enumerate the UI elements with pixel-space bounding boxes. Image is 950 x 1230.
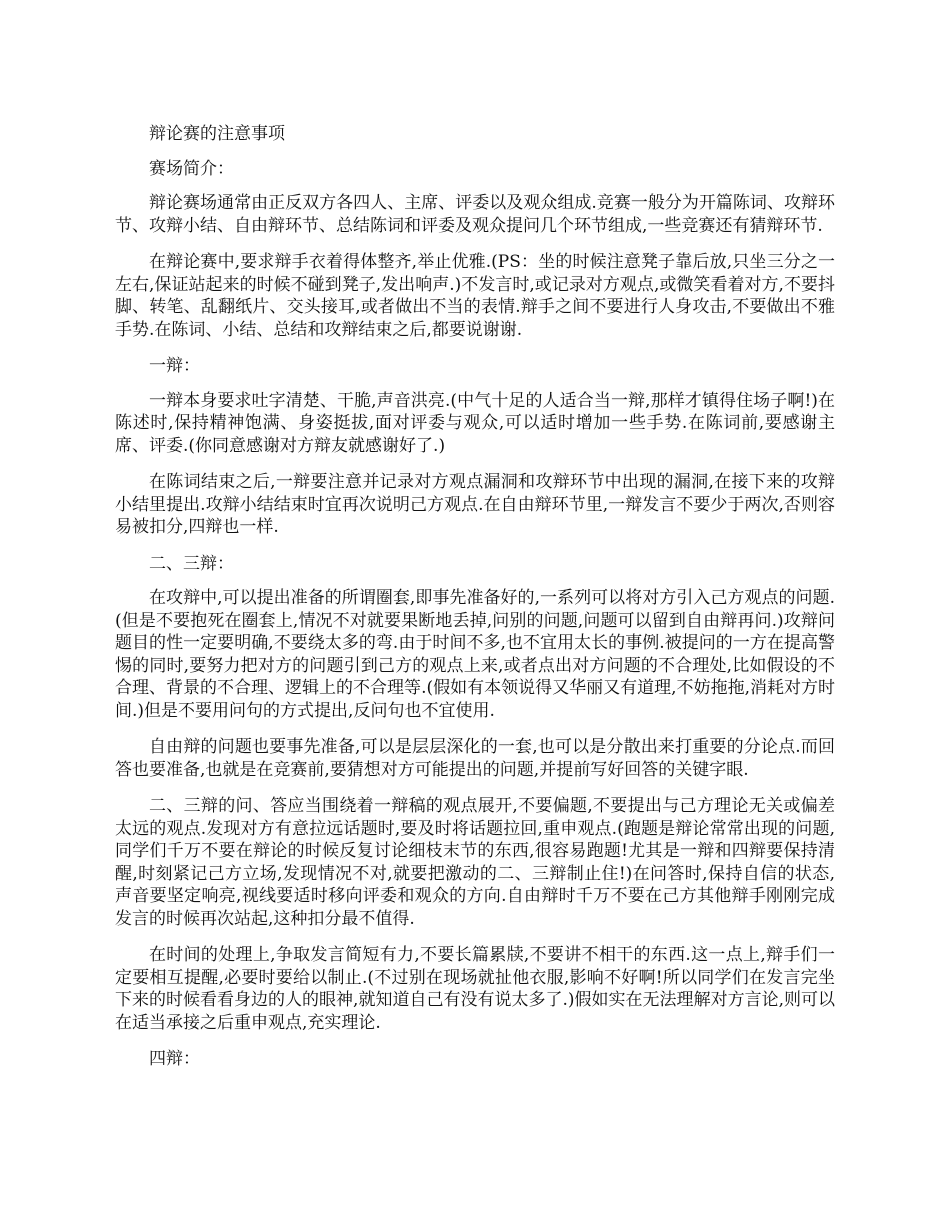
paragraph-second-third-2: 自由辩的问题也要事先准备,可以是层层深化的一套,也可以是分散出来打重要的分论点.而回答也要准备,也就是在竞赛前,要猜想对方可能提出的问题,并提前写好回答的关键字眼. [115, 737, 835, 780]
paragraph-first-speaker-2: 在陈词结束之后,一辩要注意并记录对方观点漏洞和攻辩环节中出现的漏洞,在接下来的攻辩小结里提出.攻辩小结结束时宜再次说明己方观点.在自由辩环节里,一辩发言不要少于两次,否则容易被扣分,四辩也一样. [115, 472, 835, 537]
section-heading-venue: 赛场简介： [149, 158, 234, 179]
paragraph-second-third-4: 在时间的处理上,争取发言简短有力,不要长篇累牍,不要讲不相干的东西.这一点上,辩手们一定要相互提醒,必要时要给以制止.(不过别在现场就扯他衣服,影响不好啊!所以同学们在发言完坐下来的时候看看身边的人的眼神,就知道自己有没有说太多了.)假如实在无法理解对方言论,则可以在适当承接之后重申观点,充实理论. [115, 945, 835, 1033]
paragraph-second-third-1: 在攻辩中,可以提出准备的所谓圈套,即事先准备好的,一系列可以将对方引入己方观点的问题.(但是不要抱死在圈套上,情况不对就要果断地丢掉,问别的问题,问题可以留到自由辩再问.)攻辩问题目的性一定要明确,不要绕太多的弯.由于时间不多,也不宜用太长的事例.被提问的一方在提高警惕的同时,要努力把对方的问题引到己方的观点上来,或者点出对方问题的不合理处,比如假设的不合理、背景的不合理、逻辑上的不合理等.(假如有本领说得又华丽又有道理,不妨拖拖,消耗对方时间.)但是不要用问句的方式提出,反问句也不宜使用. [115, 588, 835, 721]
section-heading-first-speaker: 一辩： [149, 356, 200, 376]
section-heading-second-third-speaker: 二、三辩： [149, 553, 234, 574]
section-heading-fourth-speaker: 四辩： [149, 1049, 200, 1069]
document-title: 辩论赛的注意事项 [149, 124, 285, 144]
paragraph-venue: 辩论赛场通常由正反双方各四人、主席、评委以及观众组成.竞赛一般分为开篇陈词、攻辩环节、攻辩小结、自由辩环节、总结陈词和评委及观众提问几个环节组成,一些竞赛还有猜辩环节. [115, 193, 835, 236]
paragraph-first-speaker-1: 一辩本身要求吐字清楚、干脆,声音洪亮.(中气十足的人适合当一辩,那样才镇得住场子啊!)在陈述时,保持精神饱满、身姿挺拔,面对评委与观众,可以适时增加一些手势.在陈词前,要感谢主席、评委.(你同意感谢对方辩友就感谢好了.) [115, 390, 835, 456]
paragraph-second-third-3: 二、三辩的问、答应当围绕着一辩稿的观点展开,不要偏题,不要提出与己方理论无关或偏差太远的观点.发现对方有意拉远话题时,要及时将话题拉回,重申观点.(跑题是辩论常常出现的问题,同学们千万不要在辩论的时候反复讨论细枝末节的东西,很容易跑题!尤其是一辩和四辩要保持清醒,时刻紧记己方立场,发现情况不对,就要把激动的二、三辩制止住!)在问答时,保持自信的状态,声音要坚定响亮,视线要适时移向评委和观众的方向.自由辩时千万不要在己方其他辩手刚刚完成发言的时候再次站起,这种扣分最不值得. [115, 796, 835, 929]
document-body [115, 123, 835, 1083]
paragraph-etiquette: 在辩论赛中,要求辩手衣着得体整齐,举止优雅.(PS：坐的时候注意凳子靠后放,只坐三分之一左右,保证站起来的时候不碰到凳子,发出响声.)不发言时,或记录对方观点,或微笑看着对方,不要抖脚、转笔、乱翻纸片、交头接耳,或者做出不当的表情.辩手之间不要进行人身攻击,不要做出不雅手势.在陈词、小结、总结和攻辩结束之后,都要说谢谢. [115, 252, 835, 340]
